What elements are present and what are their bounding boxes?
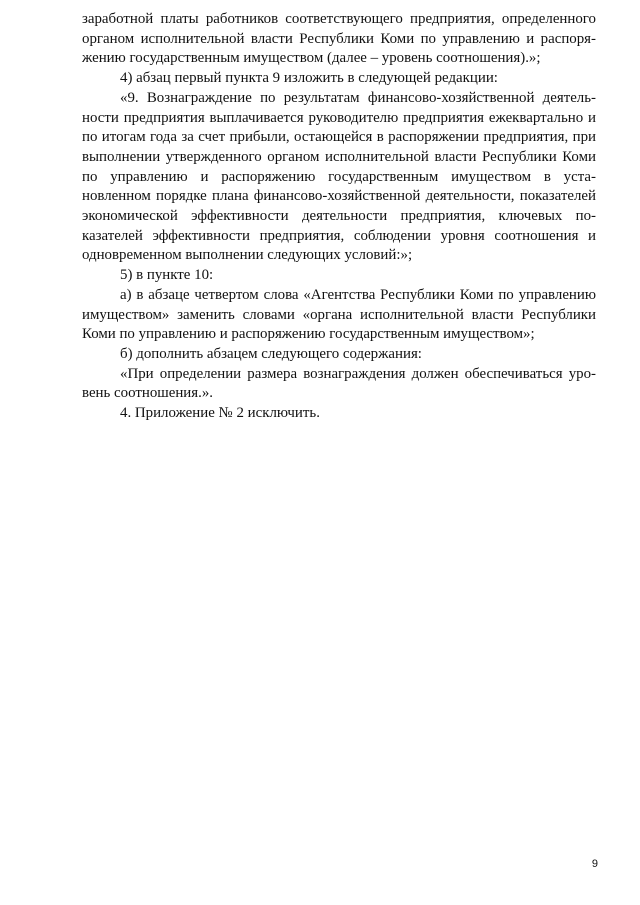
paragraph-item-5: 5) в пункте 10: [120,267,214,284]
paragraph-continuation: заработной платы работников соответствующего предприятия, определенного органом исполнительной власти Республики Коми по управлению и распоряжению государственным имуществом (далее – уровень соотношения).»; [82,11,596,67]
paragraph-item-4: 4) абзац первый пункта 9 изложить в следующей редакции: [120,70,498,87]
document-body [82,10,596,424]
page-number: 9 [591,858,598,870]
paragraph-subitem-a: а) в абзаце четвертом слова «Агентства Республики Коми по управлению имуществом» заменить словами «органа исполнительной власти Республики Коми по управлению и распоряжению государственным имуществом»; [82,286,596,343]
paragraph-subitem-b: б) дополнить абзацем следующего содержания: [120,345,422,362]
paragraph-item-9-text: «9. Вознаграждение по результатам финансово-хозяйственной деятельности предприятия выплачивается руководителю предприятия ежеквартально и по итогам года за счет прибыли, остающейся в распоряжении предприятия, при выполнении утвержденного органом исполнительной власти Республики Коми по управлению и распоряжению государственным имуществом в установленном порядке плана финансово-хозяйственной деятельности, показателей экономической эффективности деятельности предприятия, ключевых показателей эффективности предприятия, соблюдении уровня соотношения и одновременном выполнении следующих условий:»; [82,89,596,264]
paragraph-quote: «При определении размера вознаграждения должен обеспечиваться уровень соотношения.». [82,365,596,402]
paragraph-item-4-annex: 4. Приложение № 2 исключить. [120,405,320,422]
